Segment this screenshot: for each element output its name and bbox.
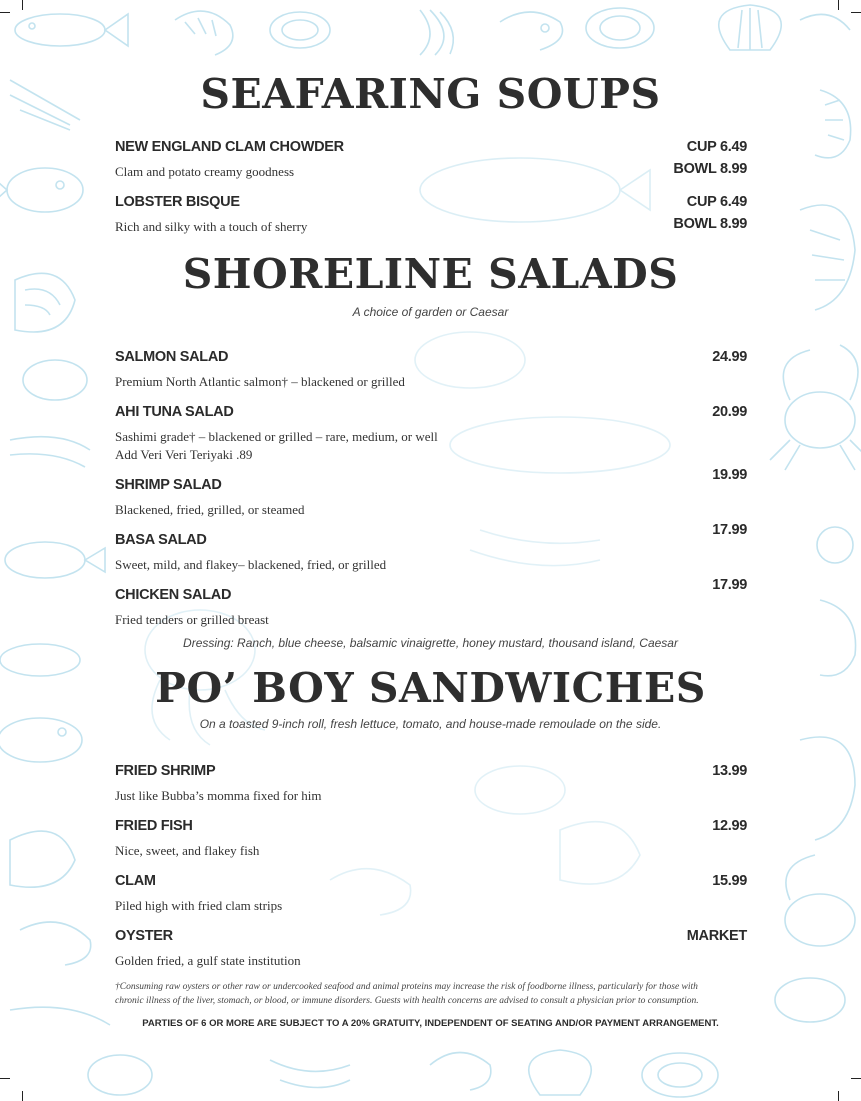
health-advisory-footnote: [115, 980, 740, 1008]
menu-item-name: LOBSTER BISQUE: [115, 194, 240, 210]
menu-item-name: BASA SALAD: [115, 532, 207, 548]
menu-item-name: AHI TUNA SALAD: [115, 404, 234, 420]
menu-item-description: Piled high with fried clam strips: [115, 898, 283, 913]
menu-item-description: Sweet, mild, and flakey– blackened, fried, or grilled: [115, 557, 387, 572]
bowl-price: BOWL 8.99: [673, 216, 747, 232]
sandwiches-subtitle: On a toasted 9-inch roll, fresh lettuce, tomato, and house-made remoulade on the side.: [199, 717, 662, 731]
menu-item-name: NEW ENGLAND CLAM CHOWDER: [115, 139, 344, 155]
menu-item-price: 17.99: [712, 577, 747, 593]
menu-item-description: Fried tenders or grilled breast: [115, 612, 269, 627]
menu-item-addon: Add Veri Veri Teriyaki .89: [115, 447, 253, 462]
menu-item-price: MARKET: [686, 928, 747, 944]
menu-item-price: [673, 191, 747, 235]
menu-item-price: 12.99: [712, 818, 747, 834]
menu-item-name: FRIED FISH: [115, 818, 193, 834]
dressing-options: Dressing: Ranch, blue cheese, balsamic vinaigrette, honey mustard, thousand island, Caesar: [183, 636, 678, 650]
menu-item-price: 19.99: [712, 467, 747, 483]
menu-item-description: Blackened, fried, grilled, or steamed: [115, 502, 305, 517]
menu-item-description: Clam and potato creamy goodness: [115, 164, 295, 179]
cup-price: CUP 6.49: [686, 194, 747, 210]
menu-item-name: SHRIMP SALAD: [115, 477, 222, 493]
menu-item-description: Nice, sweet, and flakey fish: [115, 843, 260, 858]
menu-item-name: CHICKEN SALAD: [115, 587, 232, 603]
menu-item-description: Premium North Atlantic salmon† – blackened or grilled: [115, 374, 405, 389]
salads-heading: SHORELINE SALADS: [182, 250, 679, 298]
soups-heading: SEAFARING SOUPS: [200, 70, 661, 118]
menu-item-name: OYSTER: [115, 928, 173, 944]
salads-subtitle: A choice of garden or Caesar: [352, 305, 509, 319]
menu-item-price: 15.99: [712, 873, 747, 889]
footnote-line: †Consuming raw oysters or other raw or undercooked seafood and animal proteins may increase the risk of foodborne illness, particularly for those with: [115, 982, 698, 992]
menu-item-description: Rich and silky with a touch of sherry: [115, 219, 308, 234]
footnote-line: chronic illness of the liver, stomach, or blood, or immune disorders. Guests with health concerns are advised to consult a physician prior to consumption.: [115, 996, 699, 1006]
menu-item-description: Sashimi grade† – blackened or grilled – rare, medium, or well: [115, 429, 438, 444]
cup-price: CUP 6.49: [686, 139, 747, 155]
menu-item-price: 20.99: [712, 404, 747, 420]
gratuity-notice: PARTIES OF 6 OR MORE ARE SUBJECT TO A 20% GRATUITY, INDEPENDENT OF SEATING AND/OR PAYMENT ARRANGEMENT.: [142, 1018, 719, 1029]
menu-item-name: SALMON SALAD: [115, 349, 229, 365]
sandwiches-heading: PO’ BOY SANDWICHES: [155, 664, 706, 712]
menu-item-price: 24.99: [712, 349, 747, 365]
bowl-price: BOWL 8.99: [673, 161, 747, 177]
menu-item-description: Golden fried, a gulf state institution: [115, 953, 301, 968]
menu-item-name: CLAM: [115, 873, 156, 889]
menu-item-price: 17.99: [712, 522, 747, 538]
menu-item-price: 13.99: [712, 763, 747, 779]
menu-item-price: [673, 136, 747, 180]
menu-item-name: FRIED SHRIMP: [115, 763, 216, 779]
menu-item-description: Just like Bubba’s momma fixed for him: [115, 788, 322, 803]
